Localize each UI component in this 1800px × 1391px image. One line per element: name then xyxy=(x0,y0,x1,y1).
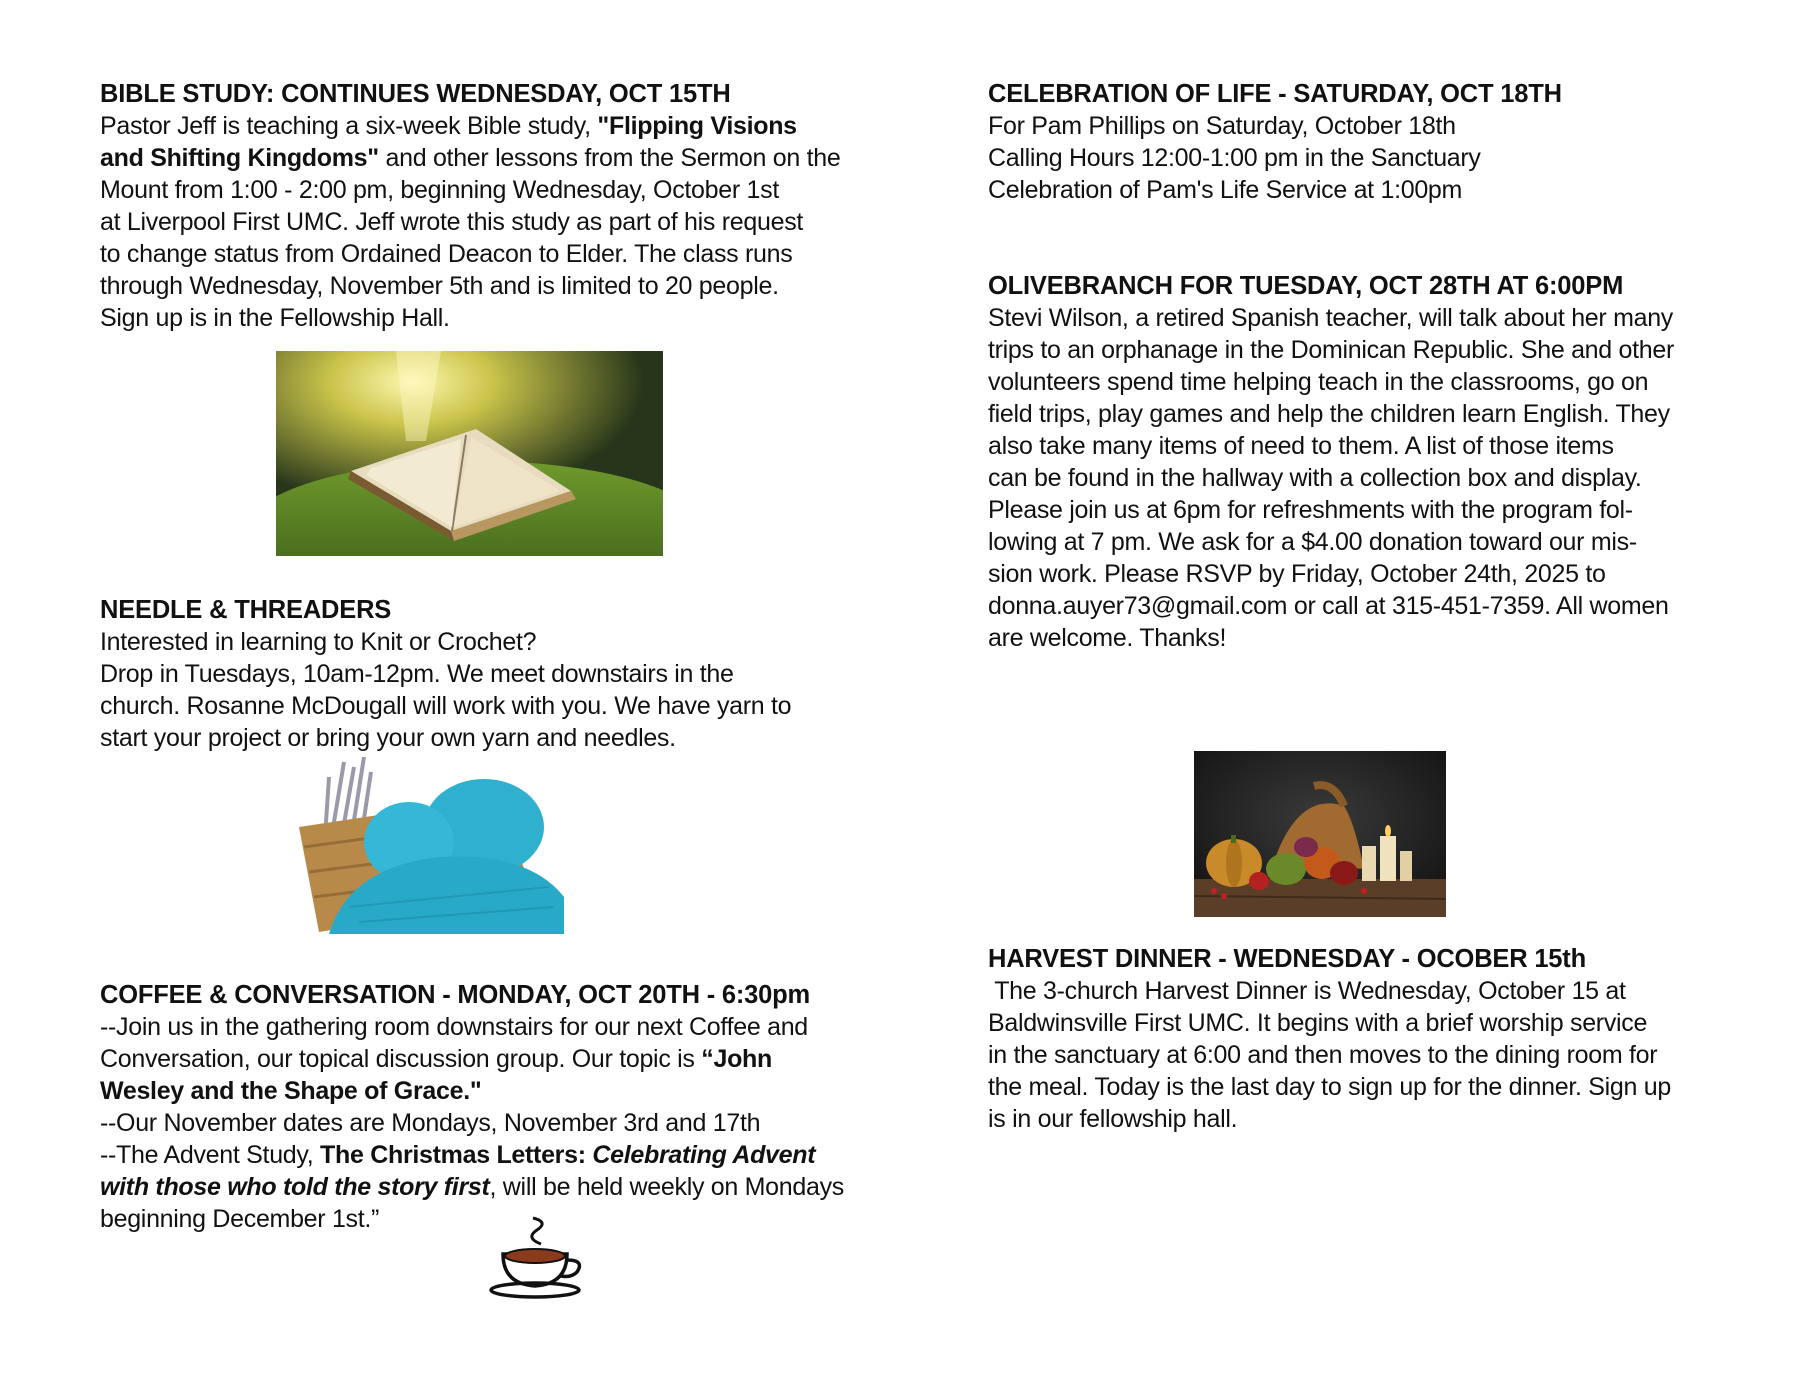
olivebranch-line: trips to an orphanage in the Dominican Republic. She and other xyxy=(988,336,1675,364)
bible-study-heading: BIBLE STUDY: CONTINUES WEDNESDAY, OCT 15TH xyxy=(100,80,731,108)
coffee-line: beginning December 1st.” xyxy=(100,1205,380,1233)
olivebranch-line: Stevi Wilson, a retired Spanish teacher, will talk about her many xyxy=(988,304,1674,332)
celebration-line: Calling Hours 12:00-1:00 pm in the Sanctuary xyxy=(988,144,1481,172)
text-run: and other lessons from the Sermon on the xyxy=(378,144,841,172)
olivebranch-line: donna.auyer73@gmail.com or call at 315-451-7359. All women xyxy=(988,592,1669,620)
celebration-line: Celebration of Pam's Life Service at 1:00pm xyxy=(988,176,1463,204)
advent-study-subtitle: with those who told the story first xyxy=(100,1173,490,1201)
harvest-cornucopia-photo xyxy=(1194,751,1446,917)
olivebranch-line: are welcome. Thanks! xyxy=(988,624,1227,652)
coffee-conversation-heading: COFFEE & CONVERSATION - MONDAY, OCT 20TH - 6:30pm xyxy=(100,981,810,1009)
coffee-line: --Join us in the gathering room downstairs for our next Coffee and xyxy=(100,1013,808,1041)
harvest-line: in the sanctuary at 6:00 and then moves to the dining room for xyxy=(988,1041,1658,1069)
needle-line: Interested in learning to Knit or Crochet? xyxy=(100,628,537,656)
harvest-line: Baldwinsville First UMC. It begins with a brief worship service xyxy=(988,1009,1648,1037)
olivebranch-line: also take many items of need to them. A list of those items xyxy=(988,432,1614,460)
coffee-line: --Our November dates are Mondays, November 3rd and 17th xyxy=(100,1109,761,1137)
harvest-line: The 3-church Harvest Dinner is Wednesday, October 15 at xyxy=(988,977,1626,1005)
bible-study-line xyxy=(100,142,890,174)
advent-study-title: The Christmas Letters: xyxy=(320,1141,593,1169)
study-title-text: "Flipping Visions xyxy=(597,112,797,140)
olivebranch-line: sion work. Please RSVP by Friday, October 24th, 2025 to xyxy=(988,560,1606,588)
coffee-line xyxy=(100,1043,890,1075)
olivebranch-heading: OLIVEBRANCH FOR TUESDAY, OCT 28TH AT 6:00PM xyxy=(988,272,1624,300)
bible-study-section xyxy=(100,78,890,334)
bible-study-line: through Wednesday, November 5th and is limited to 20 people. xyxy=(100,272,779,300)
olivebranch-line: volunteers spend time helping teach in the classrooms, go on xyxy=(988,368,1649,396)
olivebranch-line: lowing at 7 pm. We ask for a $4.00 donation toward our mis- xyxy=(988,528,1637,556)
olivebranch-line: field trips, play games and help the children learn English. They xyxy=(988,400,1670,428)
needle-line: church. Rosanne McDougall will work with you. We have yarn to xyxy=(100,692,792,720)
harvest-line: the meal. Today is the last day to sign up for the dinner. Sign up xyxy=(988,1073,1671,1101)
needle-threaders-heading: NEEDLE & THREADERS xyxy=(100,596,392,624)
open-bible-on-moss-photo xyxy=(276,351,663,556)
harvest-dinner-heading: HARVEST DINNER - WEDNESDAY - OCOBER 15th xyxy=(988,945,1586,973)
text-run: Pastor Jeff is teaching a six-week Bible study, xyxy=(100,112,598,140)
bible-study-line: Sign up is in the Fellowship Hall. xyxy=(100,304,450,332)
text-run: Conversation, our topical discussion group. Our topic is xyxy=(100,1045,702,1073)
coffee-line xyxy=(100,1139,890,1171)
celebration-line: For Pam Phillips on Saturday, October 18th xyxy=(988,112,1456,140)
study-title-text: and Shifting Kingdoms" xyxy=(100,144,379,172)
text-run: , will be held weekly on Mondays xyxy=(489,1173,844,1201)
bible-study-line: Mount from 1:00 - 2:00 pm, beginning Wednesday, October 1st xyxy=(100,176,779,204)
celebration-of-life-section xyxy=(988,78,1778,206)
text-run: --The Advent Study, xyxy=(100,1141,321,1169)
coffee-conversation-section xyxy=(100,979,890,1235)
topic-text: “John xyxy=(701,1045,772,1073)
coffee-line xyxy=(100,1171,890,1203)
advent-study-subtitle: Celebrating Advent xyxy=(592,1141,816,1169)
harvest-dinner-section xyxy=(988,943,1778,1135)
bible-study-line: to change status from Ordained Deacon to Elder. The class runs xyxy=(100,240,793,268)
bible-study-line xyxy=(100,110,890,142)
celebration-heading: CELEBRATION OF LIFE - SATURDAY, OCT 18TH xyxy=(988,80,1562,108)
bible-study-line: at Liverpool First UMC. Jeff wrote this study as part of his request xyxy=(100,208,804,236)
needle-line: start your project or bring your own yarn and needles. xyxy=(100,724,676,752)
olivebranch-line: can be found in the hallway with a collection box and display. xyxy=(988,464,1642,492)
needle-threaders-section xyxy=(100,594,890,754)
coffee-line: Wesley and the Shape of Grace." xyxy=(100,1077,482,1105)
olivebranch-section xyxy=(988,270,1778,654)
coffee-cup-icon xyxy=(489,1214,591,1300)
olivebranch-line: Please join us at 6pm for refreshments with the program fol- xyxy=(988,496,1633,524)
needle-line: Drop in Tuesdays, 10am-12pm. We meet downstairs in the xyxy=(100,660,734,688)
knitting-basket-photo xyxy=(289,757,564,934)
harvest-line: is in our fellowship hall. xyxy=(988,1105,1238,1133)
